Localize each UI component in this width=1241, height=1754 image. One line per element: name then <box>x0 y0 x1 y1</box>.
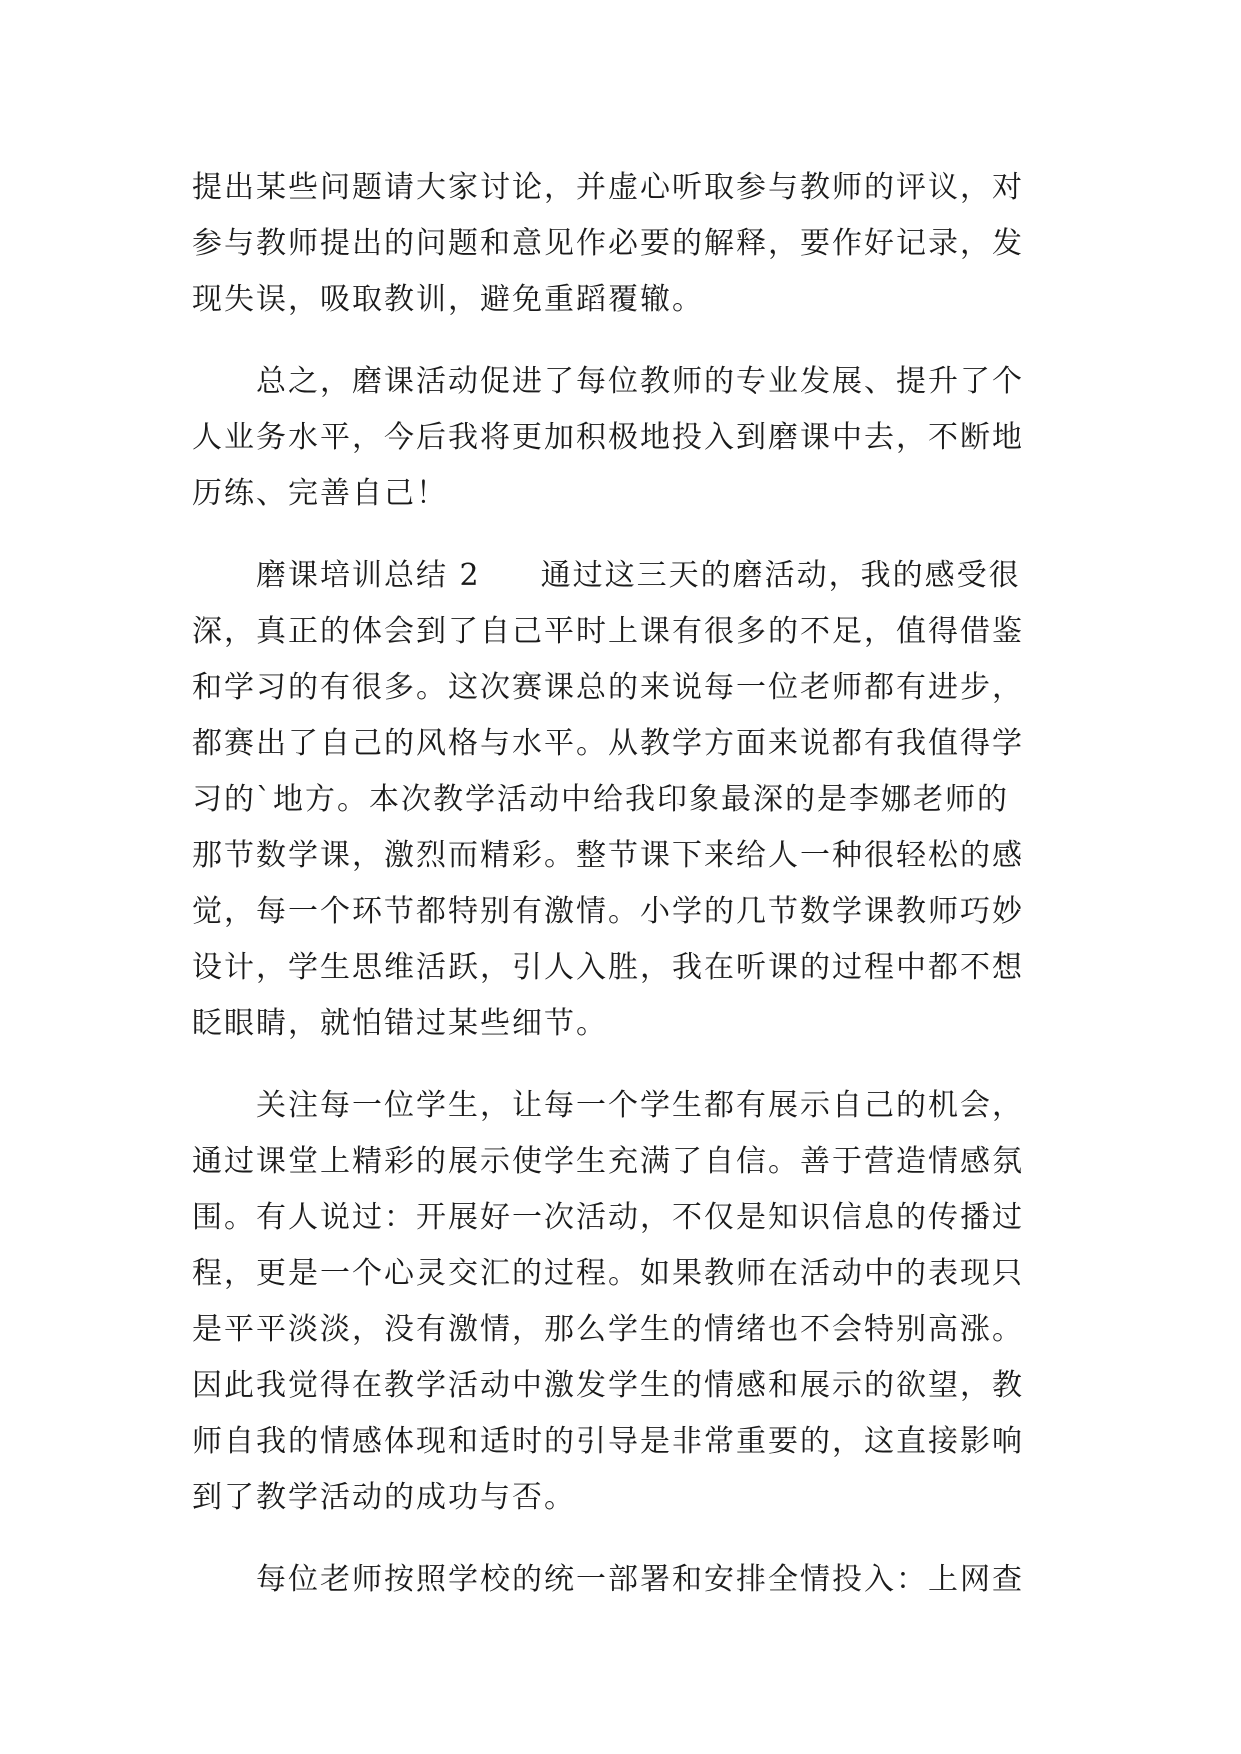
paragraph <box>192 1078 1052 1526</box>
text-line: 提出某些问题请大家讨论，并虚心听取参与教师的评议，对 <box>192 170 1024 205</box>
text-line: 眨眼睛，就怕错过某些细节。 <box>192 1006 608 1041</box>
text-line: 是平平淡淡，没有激情，那么学生的情绪也不会特别高涨。 <box>192 1312 1024 1347</box>
text-line: 设计，学生思维活跃，引人入胜，我在听课的过程中都不想 <box>192 950 1024 985</box>
paragraph <box>192 354 1052 522</box>
text-line: 人业务水平，今后我将更加积极地投入到磨课中去，不断地 <box>192 420 1024 455</box>
text-line: 师自我的情感体现和适时的引导是非常重要的，这直接影响 <box>192 1424 1024 1459</box>
document-body <box>192 160 1052 1608</box>
text-line: 围。有人说过：开展好一次活动，不仅是知识信息的传播过 <box>192 1200 1024 1235</box>
text-line: 因此我觉得在教学活动中激发学生的情感和展示的欲望，教 <box>192 1368 1024 1403</box>
text-line: 通过课堂上精彩的展示使学生充满了自信。善于营造情感氛 <box>192 1144 1024 1179</box>
text-line: 深，真正的体会到了自己平时上课有很多的不足，值得借鉴 <box>192 614 1024 649</box>
text-line: 程，更是一个心灵交汇的过程。如果教师在活动中的表现只 <box>192 1256 1024 1291</box>
paragraph <box>192 1552 1052 1608</box>
paragraph <box>192 160 1052 328</box>
text-line: 每位老师按照学校的统一部署和安排全情投入：上网查 <box>256 1562 1024 1597</box>
text-line: 总之，磨课活动促进了每位教师的专业发展、提升了个 <box>256 364 1024 399</box>
text-line: 和学习的有很多。这次赛课总的来说每一位老师都有进步， <box>192 670 1024 705</box>
text-line: 参与教师提出的问题和意见作必要的解释，要作好记录，发 <box>192 226 1024 261</box>
text-line: 习的`地方。本次教学活动中给我印象最深的是李娜老师的 <box>192 782 1009 817</box>
text-line: 觉，每一个环节都特别有激情。小学的几节数学课教师巧妙 <box>192 894 1024 929</box>
text-line: 历练、完善自己！ <box>192 476 448 511</box>
text-line: 都赛出了自己的风格与水平。从教学方面来说都有我值得学 <box>192 726 1024 761</box>
text-line: 现失误，吸取教训，避免重蹈覆辙。 <box>192 282 704 317</box>
text-line <box>192 548 1052 604</box>
paragraph <box>192 548 1052 1052</box>
text-line: 关注每一位学生，让每一个学生都有展示自己的机会， <box>256 1088 1024 1123</box>
section-heading: 磨课培训总结 2 <box>256 558 481 593</box>
text-line: 到了教学活动的成功与否。 <box>192 1480 576 1515</box>
text-line: 那节数学课，激烈而精彩。整节课下来给人一种很轻松的感 <box>192 838 1024 873</box>
text-run: 通过这三天的磨活动，我的感受很 <box>540 558 1021 593</box>
